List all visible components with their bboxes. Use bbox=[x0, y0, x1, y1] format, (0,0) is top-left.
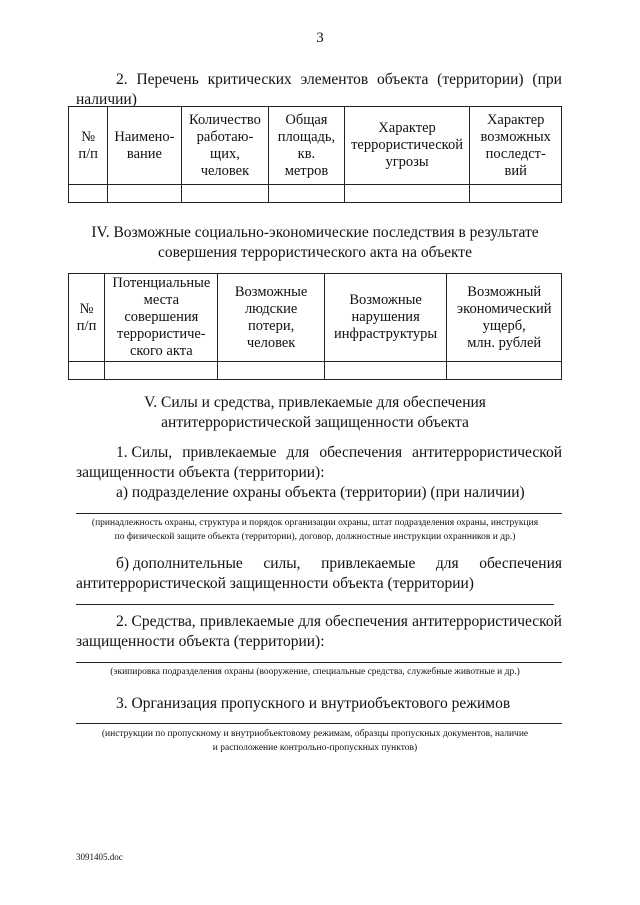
heading-word: критических bbox=[207, 71, 292, 88]
header-cell: Характер возможных последст- вий bbox=[470, 107, 562, 185]
header-cell: Возможные людские потери, человек bbox=[218, 274, 324, 362]
paragraph-forces-cont: защищенности объекта (территории): bbox=[76, 464, 325, 481]
table-row bbox=[69, 185, 562, 203]
paragraph-access-regime: 3. Организация пропускного и внутриобъектового режимов bbox=[116, 695, 511, 712]
header-cell: Потенциальные места совершения террористиче- ского акта bbox=[105, 274, 218, 362]
fill-in-line bbox=[76, 604, 554, 605]
footer-filename: 3091405.doc bbox=[76, 852, 123, 862]
heading-word: (территории) bbox=[437, 71, 524, 88]
paragraph-forces: 1. Силы, привлекаемые для обеспечения антитеррористической bbox=[116, 444, 562, 461]
item-b-cont: антитеррористической защищенности объекта (территории) bbox=[76, 575, 474, 592]
page-number: 3 bbox=[316, 30, 324, 46]
header-cell: Наимено- вание bbox=[108, 107, 181, 185]
table-row bbox=[69, 362, 562, 380]
heading-word: (при bbox=[532, 71, 562, 88]
heading-word: Перечень bbox=[136, 71, 199, 88]
critical-elements-table bbox=[68, 106, 562, 203]
heading-word: объекта bbox=[377, 71, 429, 88]
fill-in-line bbox=[76, 662, 562, 663]
header-cell: № п/п bbox=[69, 274, 105, 362]
item-a: а) подразделение охраны объекта (территории) (при наличии) bbox=[116, 484, 525, 501]
table-header-row bbox=[69, 274, 562, 362]
header-cell: Характер террористической угрозы bbox=[344, 107, 470, 185]
paragraph-means-cont: защищенности объекта (территории): bbox=[76, 633, 325, 650]
heading-word: 2. bbox=[116, 71, 128, 88]
header-cell: Возможные нарушения инфраструктуры bbox=[324, 274, 447, 362]
section5-title: V. Силы и средства, привлекаемые для обеспечения антитеррористической защищенности объекта bbox=[144, 394, 486, 431]
note-access-instructions: (инструкции по пропускному и внутриобъектовому режимам, образцы пропускных документов, наличие и расположение контрольно-пропускных пунктов) bbox=[101, 729, 529, 753]
header-cell: Количество работаю- щих, человек bbox=[181, 107, 269, 185]
header-cell: № п/п bbox=[69, 107, 108, 185]
note-equipment: (экипировка подразделения охраны (вооружение, специальные средства, служебные животные и др.) bbox=[110, 667, 520, 677]
fill-in-line bbox=[76, 513, 562, 514]
section2-heading-cont: наличии) bbox=[76, 91, 137, 108]
section2-heading bbox=[116, 70, 562, 90]
item-b: б) дополнительные силы, привлекаемые для обеспечения bbox=[116, 555, 562, 572]
table-header-row bbox=[69, 107, 562, 185]
fill-in-line bbox=[76, 723, 562, 724]
header-cell: Общая площадь, кв. метров bbox=[269, 107, 344, 185]
header-cell: Возможный экономический ущерб, млн. рублей bbox=[447, 274, 562, 362]
paragraph-means: 2. Средства, привлекаемые для обеспечения антитеррористической bbox=[116, 613, 562, 630]
note-guard-details: (принадлежность охраны, структура и порядок организации охраны, штат подразделения охраны, инструкция по физической защите объекта (территории), договор, должностные инструкции охранников и др.) bbox=[91, 518, 539, 542]
heading-word: элементов bbox=[300, 71, 369, 88]
section4-title: IV. Возможные социально-экономические последствия в результате совершения террористического акта на объекте bbox=[91, 224, 539, 261]
consequences-table bbox=[68, 273, 562, 380]
